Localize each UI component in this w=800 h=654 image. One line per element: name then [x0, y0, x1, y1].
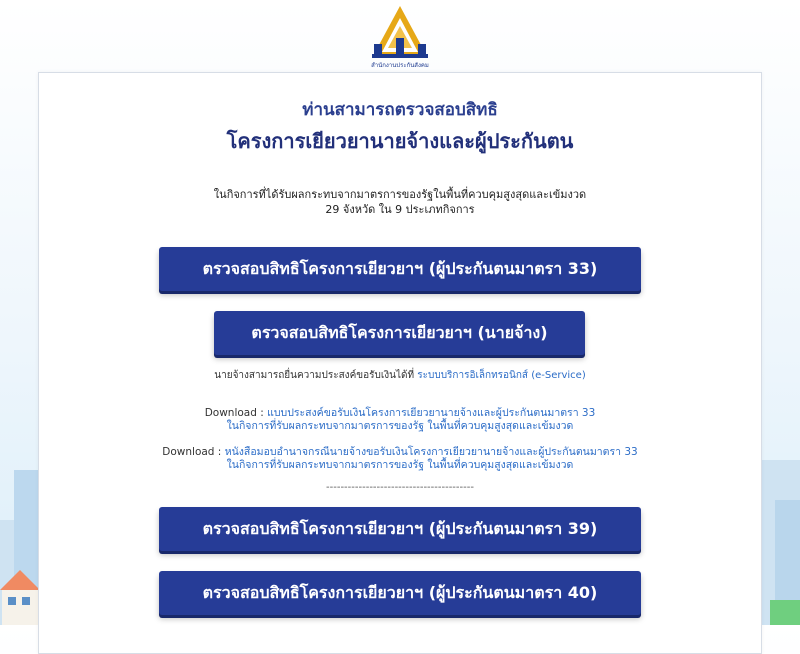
download-item [39, 446, 761, 472]
download-subtitle[interactable]: ในกิจการที่รับผลกระทบจากมาตรการของรัฐ ในพื้นที่ควบคุมสูงสุดและเข้มงวด [226, 459, 574, 471]
check-employer-button[interactable]: ตรวจสอบสิทธิโครงการเยียวยาฯ (นายจ้าง) [214, 311, 585, 355]
eservice-note-text: นายจ้างสามารถยื่นความประสงค์ขอรับเงินได้ที่ [214, 370, 415, 381]
intro-text [39, 187, 761, 217]
intro-line-1: ในกิจการที่ได้รับผลกระทบจากมาตรการของรัฐในพื้นที่ควบคุมสูงสุดและเข้มงวด [213, 188, 587, 201]
eservice-note [39, 368, 761, 383]
check-insured-40-button[interactable]: ตรวจสอบสิทธิโครงการเยียวยาฯ (ผู้ประกันตนมาตรา 40) [159, 571, 641, 615]
logo-emblem-icon [368, 4, 432, 62]
download-form-link[interactable]: แบบประสงค์ขอรับเงินโครงการเยียวยานายจ้างและผู้ประกันตนมาตรา 33 [267, 407, 596, 419]
download-subtitle[interactable]: ในกิจการที่รับผลกระทบจากมาตรการของรัฐ ในพื้นที่ควบคุมสูงสุดและเข้มงวด [226, 420, 574, 432]
page-subtitle: ท่านสามารถตรวจสอบสิทธิ [302, 100, 498, 120]
download-label: Download : [204, 407, 264, 419]
page-title: โครงการเยียวยานายจ้างและผู้ประกันตน [226, 129, 574, 153]
intro-line-2: 29 จังหวัด ใน 9 ประเภทกิจการ [325, 203, 475, 216]
download-label: Download : [162, 446, 222, 458]
main-card [38, 72, 762, 654]
check-insured-33-button[interactable]: ตรวจสอบสิทธิโครงการเยียวยาฯ (ผู้ประกันตนมาตรา 33) [159, 247, 641, 291]
check-insured-39-button[interactable]: ตรวจสอบสิทธิโครงการเยียวยาฯ (ผู้ประกันตนมาตรา 39) [159, 507, 641, 551]
download-power-of-attorney-link[interactable]: หนังสือมอบอำนาจกรณีนายจ้างขอรับเงินโครงการเยียวยานายจ้างและผู้ประกันตนมาตรา 33 [224, 446, 638, 458]
logo-caption: สำนักงานประกันสังคม [371, 62, 429, 69]
eservice-link[interactable]: ระบบบริการอิเล็กทรอนิกส์ (e-Service) [417, 370, 586, 381]
download-item [39, 407, 761, 433]
social-security-office-logo [360, 4, 440, 72]
divider: ----------------------------------------- [326, 482, 474, 493]
